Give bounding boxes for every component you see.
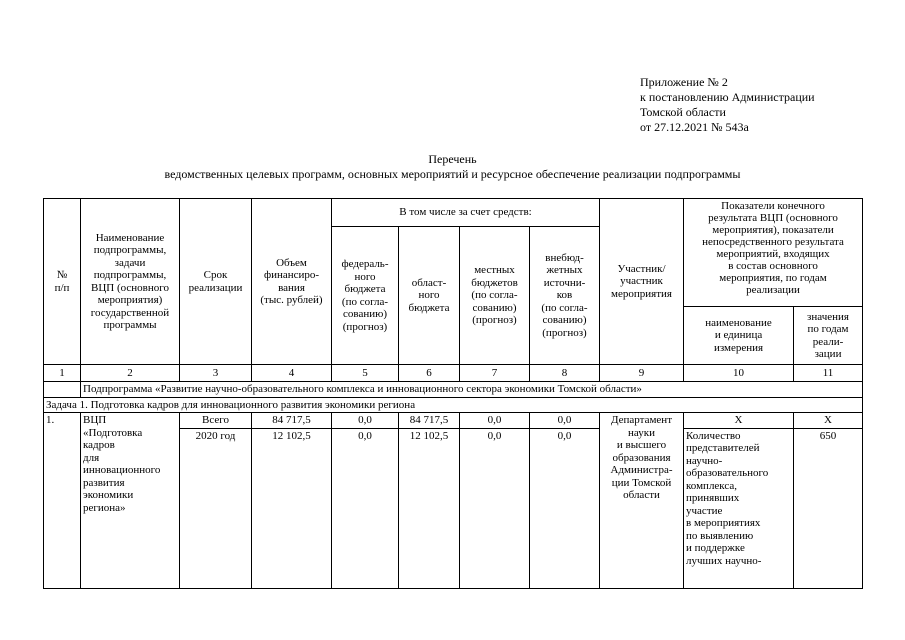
header-including-sources: В том числе за счет средств: (332, 199, 600, 227)
header-name: Наименование подпрограммы, задачи подпрограммы, ВЦП (основного мероприятия) государственной программы (81, 199, 180, 365)
subprogram-title: Подпрограмма «Развитие научно-образовательного комплекса и инновационного сектора экономики Томской области» (81, 382, 863, 398)
appendix-line: к постановлению Администрации (640, 90, 815, 104)
federal-total: 0,0 (332, 413, 399, 429)
program-table-body (43, 198, 863, 589)
regional-total: 84 717,5 (399, 413, 460, 429)
document-title: Перечень (428, 152, 477, 166)
indicator-value-2020: 650 (794, 428, 863, 588)
row-number: 1. (44, 413, 81, 589)
local-total: 0,0 (460, 413, 530, 429)
header-participant: Участник/ участник мероприятия (600, 199, 684, 365)
indicator-value-total: Х (794, 413, 863, 429)
local-2020: 0,0 (460, 428, 530, 588)
indicator-name-2020: Количество представителей научно- образовательного комплекса, принявших участие в мероприятиях по выявлению и поддержке лучших научно- (684, 428, 794, 588)
volume-total: 84 717,5 (252, 413, 332, 429)
regional-2020: 12 102,5 (399, 428, 460, 588)
term-2020: 2020 год (180, 428, 252, 588)
column-number: 7 (460, 365, 530, 382)
term-total: Всего (180, 413, 252, 429)
participant: Департамент науки и высшего образования Администра- ции Томской области (600, 413, 684, 589)
column-number: 11 (794, 365, 863, 382)
header-indicator-values: значения по годам реали- зации (794, 307, 863, 365)
column-number: 9 (600, 365, 684, 382)
header-regional: област- ного бюджета (399, 227, 460, 365)
column-number: 2 (81, 365, 180, 382)
header-federal: федераль- ного бюджета (по согла- сованию) (прогноз) (332, 227, 399, 365)
document-subtitle: ведомственных целевых программ, основных мероприятий и ресурсное обеспечение реализации подпрограммы (164, 167, 741, 181)
program-name: ВЦП «Подготовка кадров для инновационного развития экономики региона» (81, 413, 180, 589)
appendix-line: от 27.12.2021 № 543а (640, 120, 749, 134)
task-title: Задача 1. Подготовка кадров для инновационного развития экономики региона (44, 397, 863, 413)
column-number: 3 (180, 365, 252, 382)
indicator-name-total: Х (684, 413, 794, 429)
column-number: 4 (252, 365, 332, 382)
appendix-line: Томской области (640, 105, 726, 119)
extra-2020: 0,0 (530, 428, 600, 588)
header-indicator-name: наименование и единица измерения (684, 307, 794, 365)
column-number: 1 (44, 365, 81, 382)
volume-2020: 12 102,5 (252, 428, 332, 588)
header-local: местных бюджетов (по согла- сованию) (прогноз) (460, 227, 530, 365)
header-extra: внебюд- жетных источни- ков (по согла- сованию) (прогноз) (530, 227, 600, 365)
column-number: 10 (684, 365, 794, 382)
header-volume: Объем финансиро- вания (тыс. рублей) (252, 199, 332, 365)
header-indicators: Показатели конечного результата ВЦП (основного мероприятия), показатели непосредственного результата мероприятий, входящих в состав основного мероприятия, по годам реализации (684, 199, 863, 307)
appendix-block (640, 75, 815, 135)
column-number: 5 (332, 365, 399, 382)
column-number: 8 (530, 365, 600, 382)
header-term: Срок реализации (180, 199, 252, 365)
appendix-line: Приложение № 2 (640, 75, 728, 89)
column-number: 6 (399, 365, 460, 382)
extra-total: 0,0 (530, 413, 600, 429)
header-num: № п/п (44, 199, 81, 365)
federal-2020: 0,0 (332, 428, 399, 588)
